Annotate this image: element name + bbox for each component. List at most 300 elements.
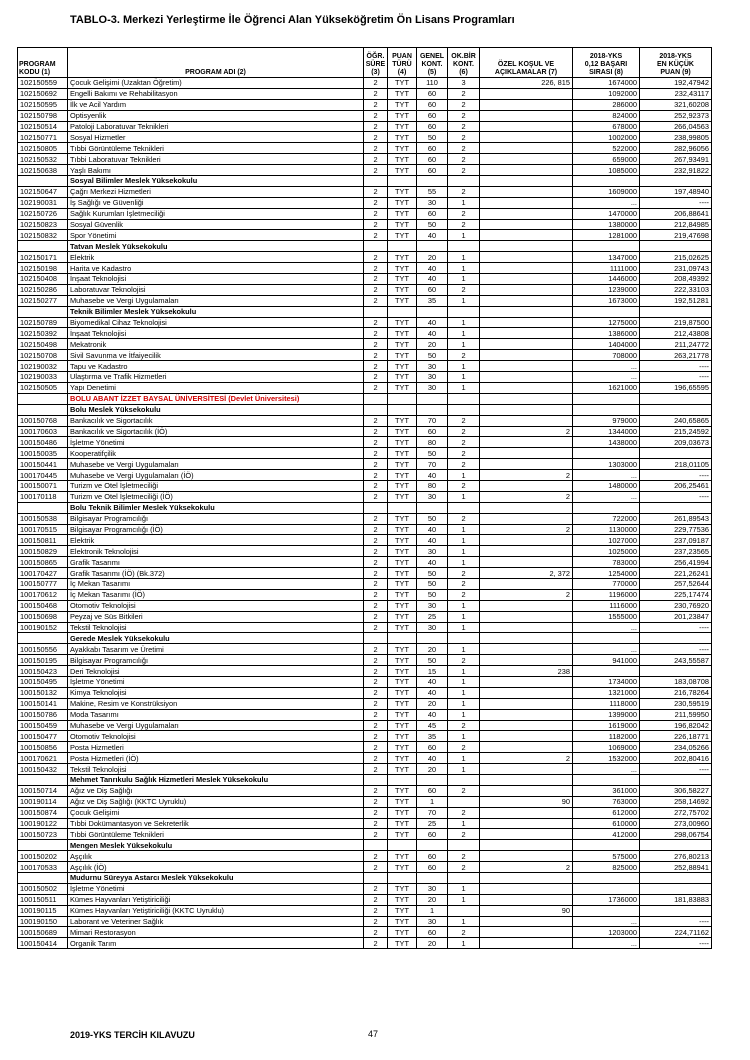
table-row	[18, 513, 712, 524]
cell-program-code: 100150477	[18, 731, 68, 742]
cell-general-quota: 40	[417, 524, 448, 535]
cell-program-name: Bilgisayar Programcılığı	[68, 513, 364, 524]
cell-score-type: TYT	[388, 513, 417, 524]
cell-program-name: Otomotiv Teknolojisi	[68, 600, 364, 611]
cell-min-score: 306,58227	[640, 785, 712, 796]
cell-min-score: 238,99805	[640, 132, 712, 143]
cell-duration: 2	[364, 546, 388, 557]
cell-min-score: 282,96056	[640, 143, 712, 154]
cell-duration: 2	[364, 274, 388, 285]
cell-score-type: TYT	[388, 470, 417, 481]
cell-success-rank: 1303000	[573, 459, 640, 470]
cell-success-rank: 1609000	[573, 186, 640, 197]
cell-special-conditions: 2	[480, 524, 573, 535]
cell-program-name: Grafik Tasarımı	[68, 557, 364, 568]
cell-general-quota: 60	[417, 426, 448, 437]
cell-general-quota: 40	[417, 557, 448, 568]
cell-general-quota: 25	[417, 818, 448, 829]
cell-top-quota: 2	[448, 99, 480, 110]
cell-success-rank: 1386000	[573, 328, 640, 339]
cell-top-quota: 3	[448, 78, 480, 89]
cell-special-conditions: 2	[480, 491, 573, 502]
cell-top-quota: 1	[448, 524, 480, 535]
table-row	[18, 263, 712, 274]
cell-program-code: 100150441	[18, 459, 68, 470]
page-number: 47	[368, 1029, 379, 1039]
cell-success-rank: ...	[573, 644, 640, 655]
cell-program-name: Muhasebe ve Vergi Uygulamaları	[68, 720, 364, 731]
cell-score-type: TYT	[388, 611, 417, 622]
cell-min-score	[640, 873, 712, 884]
cell-min-score: 230,59519	[640, 698, 712, 709]
cell-score-type: TYT	[388, 219, 417, 230]
cell-program-code: 100170515	[18, 524, 68, 535]
footer-guide-title: 2019-YKS TERCİH KILAVUZU	[70, 1030, 195, 1040]
cell-top-quota: 1	[448, 709, 480, 720]
cell-min-score: 261,89543	[640, 513, 712, 524]
cell-program-code: 102190031	[18, 197, 68, 208]
cell-score-type: TYT	[388, 186, 417, 197]
table-row	[18, 317, 712, 328]
cell-top-quota: 2	[448, 927, 480, 938]
cell-success-rank: ...	[573, 764, 640, 775]
table-row	[18, 284, 712, 295]
cell-program-code: 102150638	[18, 165, 68, 176]
cell-program-name: Aşçılık (İÖ)	[68, 862, 364, 873]
cell-special-conditions	[480, 154, 573, 165]
cell-top-quota: 1	[448, 731, 480, 742]
cell-top-quota: 1	[448, 883, 480, 894]
cell-success-rank: 1555000	[573, 611, 640, 622]
cell-program-code: 100150874	[18, 807, 68, 818]
cell-duration: 2	[364, 295, 388, 306]
cell-success-rank: ...	[573, 372, 640, 383]
cell-success-rank: 1347000	[573, 252, 640, 263]
table-row	[18, 339, 712, 350]
cell-program-name: Yapı Denetimi	[68, 382, 364, 393]
cell-duration: 2	[364, 622, 388, 633]
cell-top-quota: 1	[448, 361, 480, 372]
cell-score-type: TYT	[388, 88, 417, 99]
cell-special-conditions	[480, 132, 573, 143]
cell-program-code: 102150798	[18, 110, 68, 121]
cell-program-name: Turizm ve Otel İşletmeciliği (İÖ)	[68, 491, 364, 502]
cell-success-rank: 1069000	[573, 742, 640, 753]
cell-min-score: 321,60208	[640, 99, 712, 110]
cell-general-quota: 20	[417, 938, 448, 949]
cell-min-score: 252,92373	[640, 110, 712, 121]
cell-success-rank	[573, 241, 640, 252]
cell-program-code: 100150202	[18, 851, 68, 862]
cell-general-quota: 60	[417, 88, 448, 99]
cell-program-name: Otomotiv Teknolojisi	[68, 731, 364, 742]
table-row	[18, 862, 712, 873]
cell-score-type: TYT	[388, 644, 417, 655]
table-row	[18, 818, 712, 829]
cell-program-name: Engelli Bakımı ve Rehabilitasyon	[68, 88, 364, 99]
header-duration: ÖĞR. SÜRE (3)	[364, 48, 388, 78]
cell-duration	[364, 306, 388, 317]
cell-program-name: Ağız ve Diş Sağlığı	[68, 785, 364, 796]
cell-top-quota: 2	[448, 143, 480, 154]
cell-score-type: TYT	[388, 862, 417, 873]
cell-score-type: TYT	[388, 480, 417, 491]
cell-min-score: 196,82042	[640, 720, 712, 731]
cell-score-type: TYT	[388, 165, 417, 176]
cell-score-type	[388, 306, 417, 317]
cell-program-name: Muhasebe ve Vergi Uygulamaları	[68, 295, 364, 306]
cell-general-quota: 60	[417, 99, 448, 110]
cell-min-score	[640, 306, 712, 317]
cell-program-name: Bilgisayar Programcılığı	[68, 655, 364, 666]
cell-general-quota: 60	[417, 208, 448, 219]
table-row	[18, 186, 712, 197]
cell-program-name: Tıbbi Laboratuvar Teknikleri	[68, 154, 364, 165]
cell-special-conditions	[480, 110, 573, 121]
table-row	[18, 916, 712, 927]
cell-min-score	[640, 448, 712, 459]
cell-general-quota: 60	[417, 742, 448, 753]
cell-top-quota: 2	[448, 568, 480, 579]
cell-top-quota: 2	[448, 415, 480, 426]
cell-top-quota	[448, 796, 480, 807]
cell-program-code: 100190122	[18, 818, 68, 829]
school-section-row	[18, 404, 712, 415]
cell-min-score: 240,65865	[640, 415, 712, 426]
cell-program-name: İlk ve Acil Yardım	[68, 99, 364, 110]
cell-program-name: Ayakkabı Tasarım ve Üretimi	[68, 644, 364, 655]
cell-special-conditions	[480, 502, 573, 513]
cell-program-code: 100150698	[18, 611, 68, 622]
cell-program-name: Elektronik Teknolojisi	[68, 546, 364, 557]
cell-top-quota: 2	[448, 88, 480, 99]
table-row	[18, 622, 712, 633]
cell-duration: 2	[364, 110, 388, 121]
cell-general-quota: 40	[417, 709, 448, 720]
cell-general-quota: 25	[417, 611, 448, 622]
cell-min-score: 206,88641	[640, 208, 712, 219]
cell-score-type: TYT	[388, 382, 417, 393]
cell-program-name: İş Sağlığı ve Güvenliği	[68, 197, 364, 208]
cell-success-rank: 1182000	[573, 731, 640, 742]
cell-min-score: ----	[640, 491, 712, 502]
cell-score-type	[388, 775, 417, 786]
cell-special-conditions	[480, 676, 573, 687]
cell-general-quota: 50	[417, 219, 448, 230]
cell-duration: 2	[364, 252, 388, 263]
cell-min-score: 224,71162	[640, 927, 712, 938]
cell-success-rank: 1532000	[573, 753, 640, 764]
cell-program-name: Kooperatifçilik	[68, 448, 364, 459]
cell-special-conditions	[480, 535, 573, 546]
cell-score-type: TYT	[388, 568, 417, 579]
table-row	[18, 589, 712, 600]
table-row	[18, 372, 712, 383]
cell-program-name: Mekatronik	[68, 339, 364, 350]
school-section-row	[18, 633, 712, 644]
cell-duration: 2	[364, 437, 388, 448]
cell-program-code	[18, 393, 68, 404]
table-row	[18, 894, 712, 905]
cell-program-code	[18, 306, 68, 317]
cell-duration: 2	[364, 143, 388, 154]
table-row	[18, 764, 712, 775]
cell-top-quota: 1	[448, 197, 480, 208]
school-name: Mehmet Tanrıkulu Sağlık Hizmetleri Meslek Yüksekokulu	[68, 775, 364, 786]
cell-program-code: 100170445	[18, 470, 68, 481]
cell-program-code: 100150132	[18, 687, 68, 698]
cell-general-quota	[417, 393, 448, 404]
cell-duration: 2	[364, 372, 388, 383]
cell-score-type: TYT	[388, 535, 417, 546]
cell-general-quota: 40	[417, 676, 448, 687]
cell-score-type: TYT	[388, 742, 417, 753]
cell-min-score: 181,83883	[640, 894, 712, 905]
cell-program-code: 100150195	[18, 655, 68, 666]
table-row	[18, 448, 712, 459]
cell-program-code: 102150647	[18, 186, 68, 197]
table-row	[18, 382, 712, 393]
cell-general-quota: 60	[417, 851, 448, 862]
cell-program-code: 100150829	[18, 546, 68, 557]
cell-min-score: 219,47698	[640, 230, 712, 241]
cell-success-rank: 1239000	[573, 284, 640, 295]
cell-top-quota: 2	[448, 829, 480, 840]
cell-general-quota: 1	[417, 796, 448, 807]
cell-duration: 2	[364, 513, 388, 524]
cell-special-conditions	[480, 328, 573, 339]
cell-program-name: Laborant ve Veteriner Sağlık	[68, 916, 364, 927]
cell-min-score: 243,55587	[640, 655, 712, 666]
cell-success-rank: ...	[573, 938, 640, 949]
cell-general-quota: 60	[417, 927, 448, 938]
cell-min-score: 192,51281	[640, 295, 712, 306]
cell-general-quota: 35	[417, 731, 448, 742]
cell-score-type: TYT	[388, 589, 417, 600]
cell-score-type	[388, 502, 417, 513]
cell-duration: 2	[364, 78, 388, 89]
cell-special-conditions	[480, 186, 573, 197]
cell-special-conditions	[480, 415, 573, 426]
table-row	[18, 578, 712, 589]
cell-special-conditions	[480, 742, 573, 753]
cell-success-rank: 1025000	[573, 546, 640, 557]
table-body	[18, 78, 712, 949]
cell-min-score: ----	[640, 644, 712, 655]
cell-duration: 2	[364, 459, 388, 470]
cell-top-quota: 1	[448, 698, 480, 709]
cell-top-quota: 2	[448, 121, 480, 132]
cell-program-name: Patoloji Laboratuvar Teknikleri	[68, 121, 364, 132]
cell-special-conditions	[480, 263, 573, 274]
table-row	[18, 829, 712, 840]
cell-duration: 2	[364, 491, 388, 502]
cell-special-conditions	[480, 513, 573, 524]
cell-min-score: 229,77536	[640, 524, 712, 535]
cell-program-code: 100150414	[18, 938, 68, 949]
table-row	[18, 361, 712, 372]
cell-duration: 2	[364, 339, 388, 350]
cell-score-type: TYT	[388, 328, 417, 339]
cell-general-quota: 70	[417, 459, 448, 470]
cell-general-quota: 20	[417, 252, 448, 263]
school-name: Mengen Meslek Yüksekokulu	[68, 840, 364, 851]
cell-special-conditions	[480, 894, 573, 905]
cell-program-code: 102150789	[18, 317, 68, 328]
table-row	[18, 154, 712, 165]
cell-general-quota: 50	[417, 350, 448, 361]
cell-special-conditions	[480, 709, 573, 720]
table-row	[18, 742, 712, 753]
cell-duration: 2	[364, 753, 388, 764]
cell-general-quota: 30	[417, 546, 448, 557]
cell-score-type: TYT	[388, 927, 417, 938]
cell-special-conditions	[480, 687, 573, 698]
cell-program-name: Biyomedikal Cihaz Teknolojisi	[68, 317, 364, 328]
table-row	[18, 78, 712, 89]
school-name: Bolu Teknik Bilimler Meslek Yüksekokulu	[68, 502, 364, 513]
cell-duration: 2	[364, 361, 388, 372]
cell-success-rank: 1734000	[573, 676, 640, 687]
table-row	[18, 197, 712, 208]
cell-success-rank: 1621000	[573, 382, 640, 393]
cell-program-code: 100150432	[18, 764, 68, 775]
cell-success-rank: 1404000	[573, 339, 640, 350]
cell-program-code: 100190114	[18, 796, 68, 807]
cell-success-rank: 1130000	[573, 524, 640, 535]
cell-score-type: TYT	[388, 829, 417, 840]
cell-score-type: TYT	[388, 263, 417, 274]
cell-success-rank: 1203000	[573, 927, 640, 938]
cell-program-code: 102150392	[18, 328, 68, 339]
cell-program-code: 100170603	[18, 426, 68, 437]
cell-top-quota	[448, 241, 480, 252]
table-row	[18, 143, 712, 154]
cell-min-score: 237,23565	[640, 546, 712, 557]
cell-program-name: İç Mekan Tasarımı (İÖ)	[68, 589, 364, 600]
cell-min-score: 216,78264	[640, 687, 712, 698]
cell-success-rank: 610000	[573, 818, 640, 829]
cell-success-rank: ...	[573, 361, 640, 372]
cell-program-name: Kimya Teknolojisi	[68, 687, 364, 698]
school-name: Teknik Bilimler Meslek Yüksekokulu	[68, 306, 364, 317]
header-program-name: PROGRAM ADI (2)	[68, 48, 364, 78]
cell-score-type: TYT	[388, 448, 417, 459]
university-name: BOLU ABANT İZZET BAYSAL ÜNİVERSİTESİ (Devlet Üniversitesi)	[68, 393, 364, 404]
cell-program-name: Ulaştırma ve Trafik Hizmetleri	[68, 372, 364, 383]
cell-top-quota: 1	[448, 263, 480, 274]
cell-duration: 2	[364, 851, 388, 862]
table-row	[18, 132, 712, 143]
cell-program-name: Muhasebe ve Vergi Uygulamaları (İÖ)	[68, 470, 364, 481]
cell-program-name: Mimari Restorasyon	[68, 927, 364, 938]
cell-duration: 2	[364, 284, 388, 295]
cell-special-conditions	[480, 764, 573, 775]
cell-min-score	[640, 502, 712, 513]
cell-min-score	[640, 883, 712, 894]
cell-special-conditions	[480, 143, 573, 154]
table-row	[18, 470, 712, 481]
cell-program-code: 102150726	[18, 208, 68, 219]
cell-program-code	[18, 633, 68, 644]
cell-score-type	[388, 873, 417, 884]
cell-program-name: Sosyal Hizmetler	[68, 132, 364, 143]
cell-duration: 2	[364, 829, 388, 840]
cell-duration: 2	[364, 644, 388, 655]
header-special-conditions: ÖZEL KOŞUL VE AÇIKLAMALAR (7)	[480, 48, 573, 78]
cell-success-rank: 1085000	[573, 165, 640, 176]
cell-special-conditions	[480, 785, 573, 796]
cell-success-rank: 1027000	[573, 535, 640, 546]
cell-top-quota: 1	[448, 818, 480, 829]
cell-success-rank: 1002000	[573, 132, 640, 143]
cell-duration: 2	[364, 796, 388, 807]
cell-min-score: 183,08708	[640, 676, 712, 687]
cell-success-rank	[573, 666, 640, 677]
cell-success-rank	[573, 306, 640, 317]
cell-min-score: 192,47942	[640, 78, 712, 89]
cell-score-type: TYT	[388, 655, 417, 666]
cell-duration	[364, 502, 388, 513]
cell-min-score: 225,17474	[640, 589, 712, 600]
cell-top-quota: 2	[448, 437, 480, 448]
cell-general-quota: 20	[417, 764, 448, 775]
cell-score-type: TYT	[388, 230, 417, 241]
cell-duration: 2	[364, 154, 388, 165]
cell-duration: 2	[364, 132, 388, 143]
table-row	[18, 350, 712, 361]
cell-general-quota: 40	[417, 535, 448, 546]
cell-duration: 2	[364, 764, 388, 775]
cell-special-conditions	[480, 873, 573, 884]
cell-duration: 2	[364, 611, 388, 622]
cell-program-code	[18, 176, 68, 187]
cell-program-code: 102190033	[18, 372, 68, 383]
cell-top-quota	[448, 176, 480, 187]
cell-special-conditions	[480, 230, 573, 241]
cell-score-type: TYT	[388, 437, 417, 448]
cell-min-score: 222,33103	[640, 284, 712, 295]
cell-min-score: 273,00960	[640, 818, 712, 829]
cell-general-quota: 70	[417, 807, 448, 818]
table-row	[18, 252, 712, 263]
cell-program-code: 100190152	[18, 622, 68, 633]
cell-special-conditions	[480, 622, 573, 633]
cell-top-quota: 1	[448, 382, 480, 393]
cell-duration: 2	[364, 807, 388, 818]
cell-duration: 2	[364, 785, 388, 796]
cell-success-rank: 1196000	[573, 589, 640, 600]
cell-special-conditions	[480, 99, 573, 110]
cell-top-quota: 1	[448, 611, 480, 622]
cell-score-type: TYT	[388, 938, 417, 949]
cell-special-conditions	[480, 644, 573, 655]
table-row	[18, 426, 712, 437]
cell-program-code: 100150459	[18, 720, 68, 731]
cell-special-conditions	[480, 818, 573, 829]
cell-program-code: 100150723	[18, 829, 68, 840]
cell-min-score: 267,93491	[640, 154, 712, 165]
cell-score-type: TYT	[388, 284, 417, 295]
cell-duration: 2	[364, 916, 388, 927]
cell-success-rank: 412000	[573, 829, 640, 840]
cell-general-quota: 80	[417, 437, 448, 448]
cell-success-rank: 1344000	[573, 426, 640, 437]
cell-program-name: Optisyenlik	[68, 110, 364, 121]
cell-program-name: Tıbbi Görüntüleme Teknikleri	[68, 143, 364, 154]
cell-min-score	[640, 176, 712, 187]
table-row	[18, 687, 712, 698]
